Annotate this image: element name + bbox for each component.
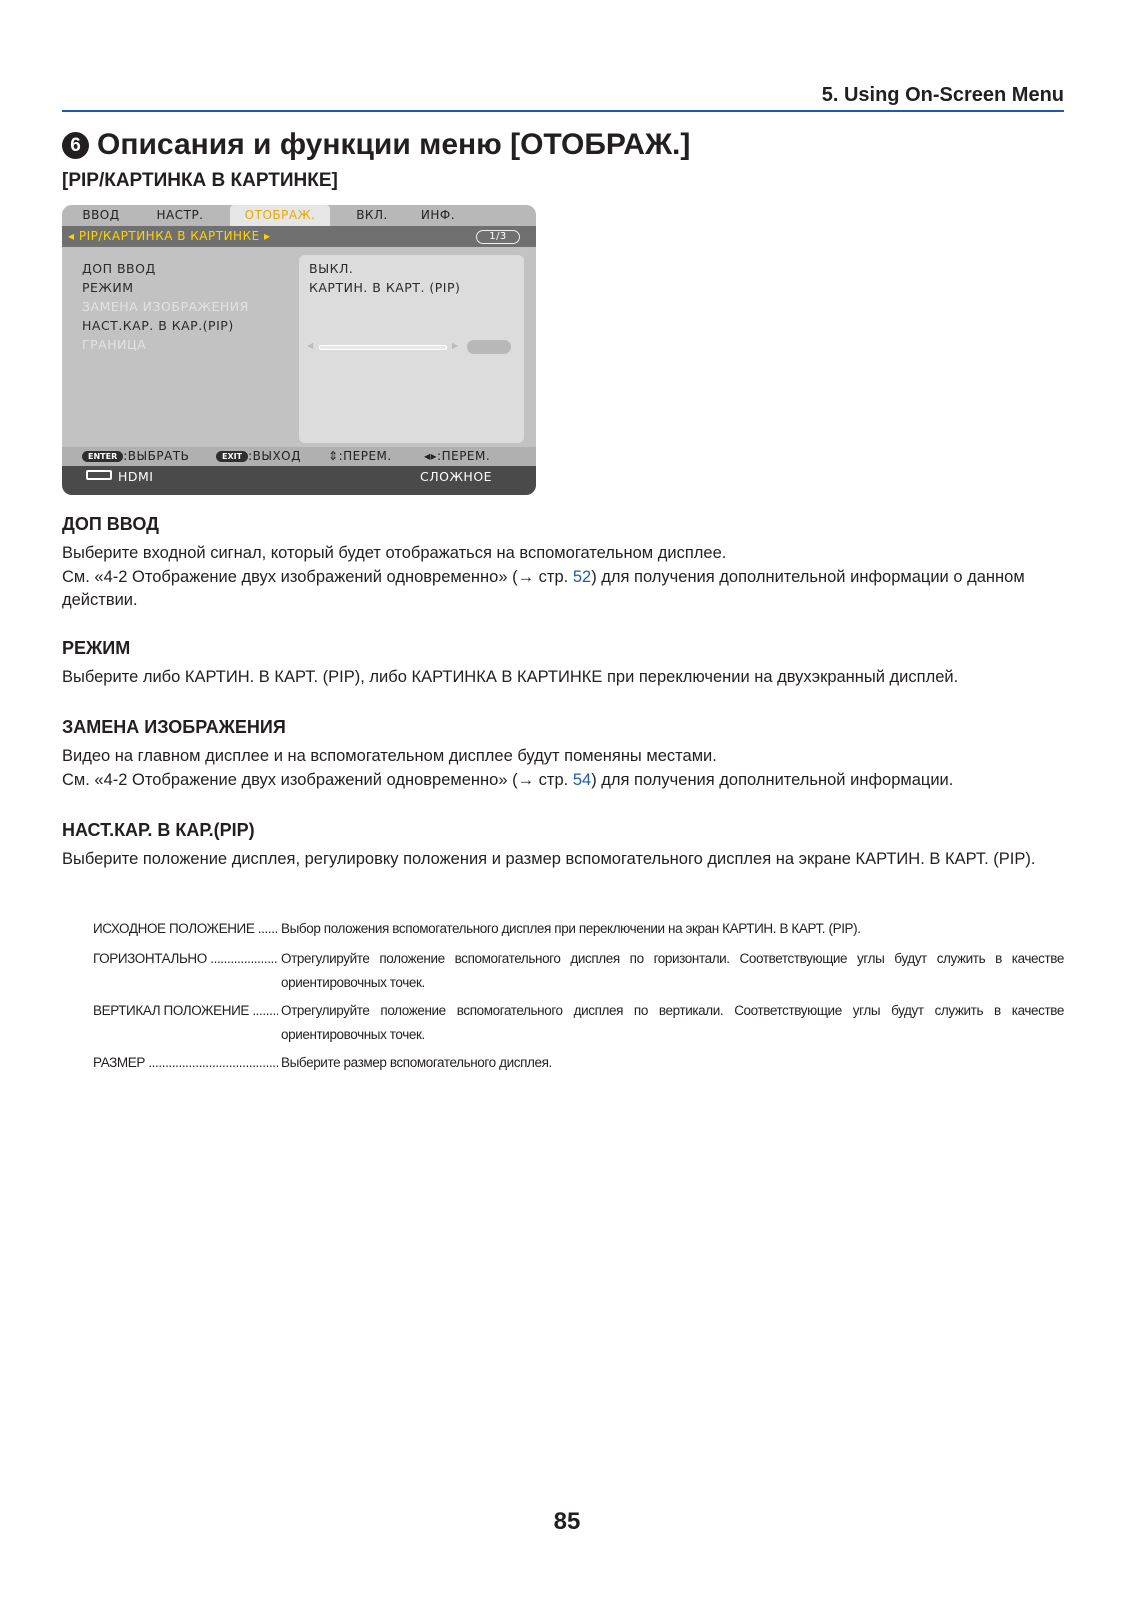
heading-rezhim: РЕЖИМ <box>62 638 131 658</box>
def-item <box>93 999 1064 1049</box>
def-term: ГОРИЗОНТАЛЬНО ..... <box>93 947 278 971</box>
osd-help-bar <box>62 447 536 466</box>
para-zamena-line2 <box>62 769 1064 793</box>
slider-value-box <box>467 340 511 354</box>
page-number: 85 <box>553 1508 581 1535</box>
heading-zamena: ЗАМЕНА ИЗОБРАЖЕНИЯ <box>62 717 286 737</box>
status-input <box>86 466 154 487</box>
help-move-vertical <box>328 447 392 466</box>
para-rezhim <box>62 666 1064 690</box>
page-link-52[interactable]: 52 <box>572 567 592 586</box>
osd-item-zamena[interactable]: ЗАМЕНА ИЗОБРАЖЕНИЯ <box>82 299 249 314</box>
up-down-arrow-icon: ⇕ <box>328 449 339 463</box>
def-desc: Отрегулируйте положение вспомогательного дисплея по вертикали. Соответствующие углы будут служить в качестве ориентировочных точек. <box>281 1003 1064 1042</box>
status-mode: СЛОЖНОЕ <box>420 469 493 484</box>
help-move-horizontal-label: :ПЕРЕМ. <box>437 449 491 463</box>
para-zamena <box>62 745 1064 792</box>
para-rezhim-line1: Выберите либо КАРТИН. В КАРТ. (PIP), либо КАРТИНКА В КАРТИНКЕ при переключении на двухэкранный дисплей. <box>62 668 959 686</box>
help-select <box>82 447 189 466</box>
ref-text: См. «4-2 Отображение двух изображений одновременно» (→ стр. <box>62 567 573 586</box>
help-exit <box>216 447 301 466</box>
def-desc: Выбор положения вспомогательного дисплея при переключении на экран КАРТИН. В КАРТ. (PIP). <box>281 921 861 936</box>
osd-tab-input[interactable]: ВВОД <box>82 208 120 222</box>
def-item <box>93 947 1064 997</box>
osd-page-indicator: 1/3 <box>476 230 520 244</box>
border-slider[interactable] <box>319 345 447 350</box>
ref-text-post: ) для получения дополнительной информации о данном действии. <box>62 567 1025 609</box>
osd-tab-display[interactable]: ОТОБРАЖ. <box>230 205 330 226</box>
osd-item-dop-vvod[interactable]: ДОП ВВОД <box>82 261 156 276</box>
para-nast <box>62 848 1064 872</box>
para-dop-vvod-line2 <box>62 566 1064 613</box>
ref-text: См. «4-2 Отображение двух изображений одновременно» (→ стр. <box>62 770 573 789</box>
ref-text-post: ) для получения дополнительной информации. <box>591 770 954 789</box>
subtitle: [PIP/КАРТИНКА В КАРТИНКЕ] <box>62 170 338 191</box>
para-zamena-line1: Видео на главном дисплее и на вспомогательном дисплее будут поменяны местами. <box>62 747 717 765</box>
hdmi-icon <box>86 470 112 480</box>
def-desc: Отрегулируйте положение вспомогательного дисплея по горизонтали. Соответствующие углы будут служить в качестве ориентировочных точек. <box>281 951 1064 990</box>
osd-menu <box>62 205 536 495</box>
osd-submenu-bar <box>62 226 536 247</box>
osd-value-rezhim: КАРТИН. В КАРТ. (PIP) <box>309 280 461 295</box>
page-title <box>62 128 690 164</box>
para-dop-vvod-line1: Выберите входной сигнал, который будет отображаться на вспомогательном дисплее. <box>62 544 727 562</box>
osd-item-rezhim[interactable]: РЕЖИМ <box>82 280 134 295</box>
def-desc: Выберите размер вспомогательного дисплея. <box>281 1055 552 1070</box>
osd-submenu-title[interactable]: ◂ PIP/КАРТИНКА В КАРТИНКЕ ▸ <box>68 229 271 243</box>
page-title-text: Описания и функции меню [ОТОБРАЖ.] <box>97 128 691 161</box>
osd-tab-on[interactable]: ВКЛ. <box>356 208 388 222</box>
help-move-horizontal <box>424 447 490 466</box>
enter-key-icon: ENTER <box>82 451 123 462</box>
def-term: ВЕРТИКАЛ ПОЛОЖЕНИЕ ..... <box>93 999 278 1023</box>
def-term: РАЗМЕР ..... <box>93 1051 278 1075</box>
osd-value-panel <box>299 255 524 443</box>
exit-key-icon: EXIT <box>216 451 248 462</box>
page-link-54[interactable]: 54 <box>572 770 592 789</box>
chapter-header: 5. Using On-Screen Menu <box>62 84 1064 112</box>
osd-tab-bar <box>62 205 536 226</box>
para-dop-vvod <box>62 542 1064 613</box>
para-nast-line1: Выберите положение дисплея, регулировку положения и размер вспомогательного дисплея на экране КАРТИН. В КАРТ. (PIP). <box>62 850 1036 868</box>
heading-nast: НАСТ.КАР. В КАР.(PIP) <box>62 820 255 840</box>
left-right-arrow-icon: ◂▸ <box>424 449 438 463</box>
osd-item-nast[interactable]: НАСТ.КАР. В КАР.(PIP) <box>82 318 234 333</box>
osd-tab-info[interactable]: ИНФ. <box>420 208 456 222</box>
osd-tab-setup[interactable]: НАСТР. <box>156 208 204 222</box>
osd-status-bar <box>62 466 536 495</box>
slider-left-arrow-icon: ◀ <box>307 341 314 350</box>
help-move-vertical-label: :ПЕРЕМ. <box>338 449 392 463</box>
def-item <box>93 1051 1064 1077</box>
section-number-badge: 6 <box>62 132 89 159</box>
osd-value-dop-vvod: ВЫКЛ. <box>309 261 354 276</box>
osd-item-granitsa[interactable]: ГРАНИЦА <box>82 337 147 352</box>
def-item <box>93 917 1064 943</box>
help-select-label: :ВЫБРАТЬ <box>123 449 190 463</box>
heading-dop-vvod: ДОП ВВОД <box>62 514 159 534</box>
slider-right-arrow-icon: ▶ <box>452 341 459 350</box>
def-term: ИСХОДНОЕ ПОЛОЖЕНИЕ ..... <box>93 917 278 941</box>
status-input-label: HDMI <box>118 469 154 484</box>
help-exit-label: :ВЫХОД <box>248 449 301 463</box>
